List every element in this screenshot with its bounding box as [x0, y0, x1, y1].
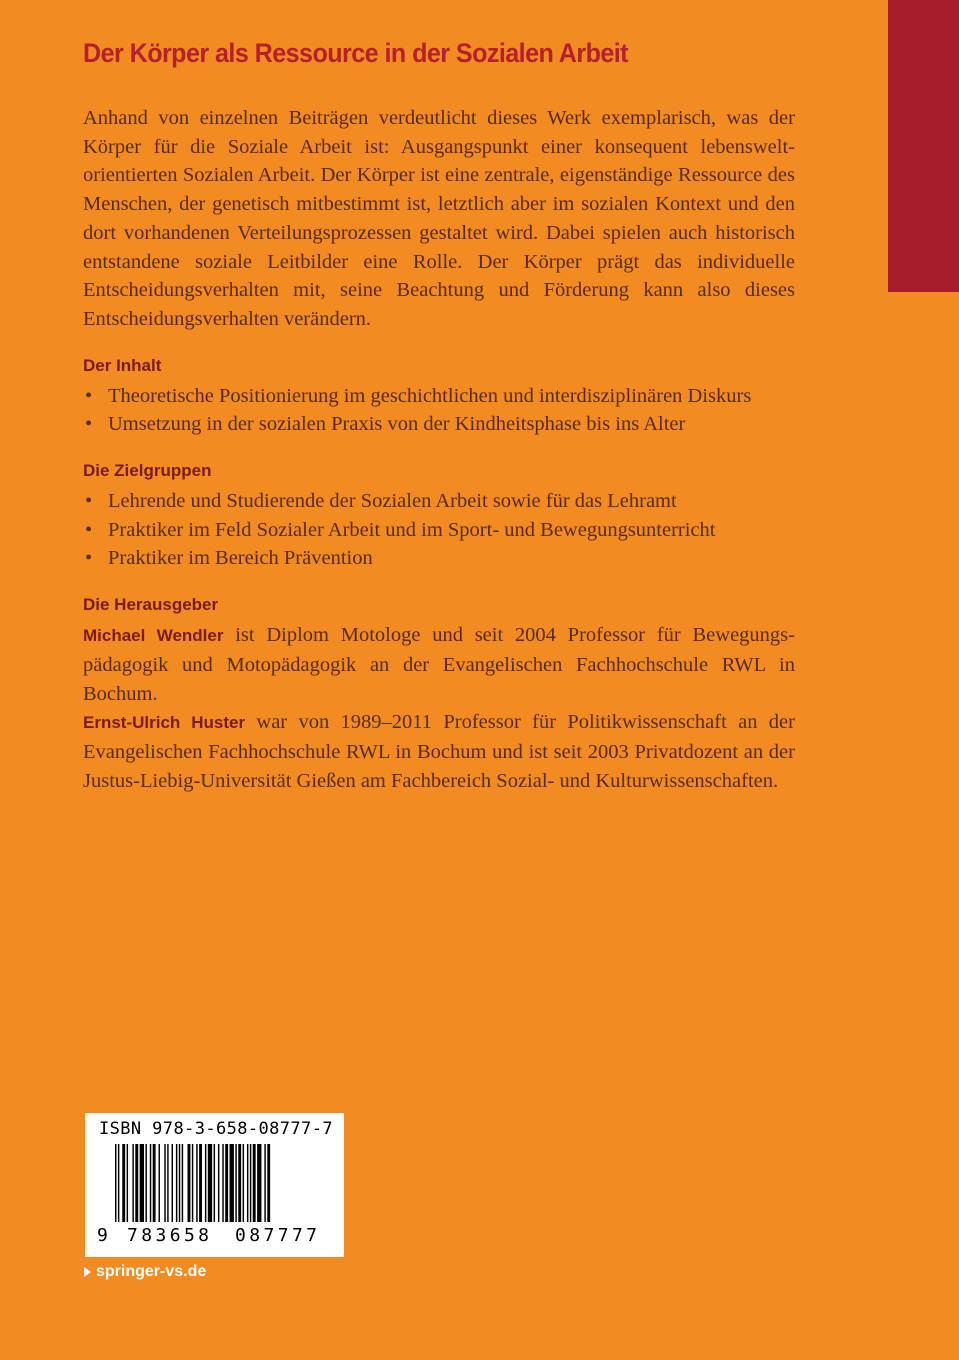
editor-name: Ernst-Ulrich Huster	[83, 713, 246, 733]
publisher-link[interactable]	[84, 1263, 206, 1281]
section-heading-editors: Die Herausgeber	[83, 595, 219, 615]
bullet-icon: •	[85, 490, 93, 513]
editor-name: Michael Wendler	[83, 626, 224, 646]
list-item-text: Praktiker im Bereich Prävention	[108, 547, 373, 570]
book-title: Der Körper als Ressource in der Sozialen Arbeit	[83, 38, 628, 68]
intro-paragraph: Anhand von einzelnen Beiträgen verdeutlicht dieses Werk exemplarisch, was der Körper für die Soziale Arbeit ist: Ausgangspunkt einer konsequent lebensweltorientierten Sozialen Arbeit. Der Körper ist eine zentrale, eigenständige Ressource des Menschen, der genetisch mitbestimmt ist, letztlich aber im sozialen Kontext und den dort vorhandenen Verteilungsprozessen gestaltet wird. Dabei spielen auch historisch entstandene soziale Leitbilder eine Rolle. Der Körper prägt das individuelle Entscheidungsverhalten mit, seine Beachtung und Förderung kann also dieses Entscheidungsverhalten verändern.	[83, 107, 795, 330]
barcode-digit-first: 9	[97, 1225, 108, 1246]
list-item-text: Lehrende und Studierende der Sozialen Arbeit sowie für das Lehramt	[108, 490, 677, 513]
editor-bio	[83, 621, 795, 708]
list-item-text: Theoretische Positionierung im geschichtlichen und interdisziplinären Diskurs	[108, 384, 752, 407]
editor-bio	[83, 708, 795, 795]
bullet-icon: •	[85, 518, 93, 541]
list-item	[83, 382, 795, 411]
list-item	[83, 410, 795, 439]
barcode-icon	[115, 1144, 325, 1224]
publisher-url: springer-vs.de	[96, 1263, 207, 1280]
isbn-barcode	[85, 1113, 344, 1257]
back-cover-content	[83, 38, 795, 795]
editor-bio-text: ist Diplom Motologe und seit 2004 Professor für Bewegungspädagogik und Motopädagogik an der Evangelischen Fachhochschule RWL in Bochum.	[83, 624, 795, 705]
editor-bio-text: war von 1989–2011 Professor für Politikwissenschaft an der Evangelischen Fachhochschule RWL in Bochum und ist seit 2003 Privatdozent an der Justus-Liebig-Universität Gießen am Fachbereich Sozial- und Kulturwissenschaften.	[83, 711, 795, 792]
section-heading-content: Der Inhalt	[83, 355, 162, 375]
list-item	[83, 544, 795, 573]
audience-list	[83, 487, 795, 573]
red-band	[888, 0, 959, 292]
arrow-right-icon	[84, 1267, 91, 1277]
bullet-icon: •	[85, 547, 93, 570]
barcode-digits-right: 087777	[235, 1225, 321, 1246]
bullet-icon: •	[85, 384, 93, 407]
content-list	[83, 382, 795, 439]
section-heading-audience: Die Zielgruppen	[83, 461, 212, 481]
barcode-digits-left: 783658	[127, 1225, 213, 1246]
list-item	[83, 487, 795, 516]
bullet-icon: •	[85, 413, 93, 436]
list-item-text: Umsetzung in der sozialen Praxis von der Kindheitsphase bis ins Alter	[108, 413, 686, 436]
isbn-label: ISBN 978-3-658-08777-7	[99, 1119, 333, 1139]
list-item-text: Praktiker im Feld Sozialer Arbeit und im Sport- und Bewegungsunterricht	[108, 518, 716, 541]
list-item	[83, 516, 795, 545]
